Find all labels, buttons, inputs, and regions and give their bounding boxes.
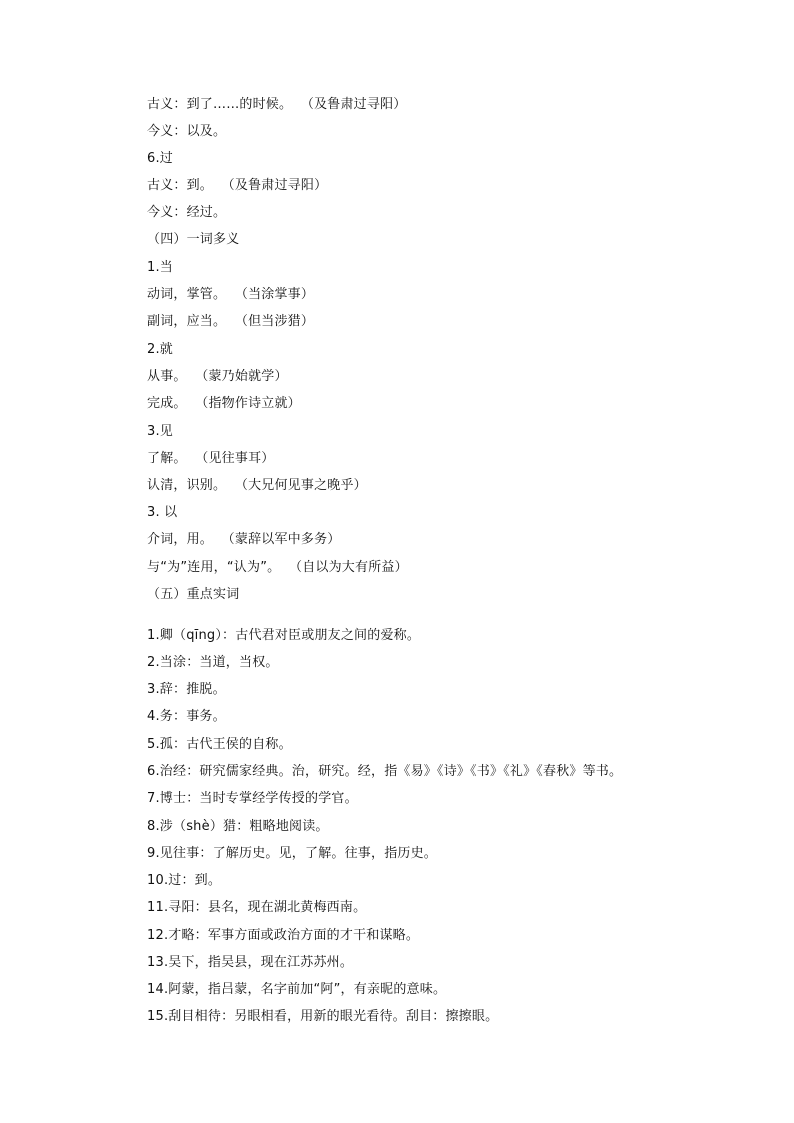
vocab-item: 9.见往事：了解历史。见，了解。往事，指历史。: [147, 846, 438, 861]
text-line: 古义：到了……的时候。 （及鲁肃过寻阳）: [147, 97, 407, 112]
vocab-item: 7.博士：当时专掌经学传授的学官。: [147, 791, 358, 806]
text-line: 今义：以及。: [147, 124, 227, 139]
text-line: 副词，应当。 （但当涉猎）: [147, 314, 315, 329]
text-line: 从事。 （蒙乃始就学）: [147, 369, 288, 384]
vocab-item: 8.涉（shè）猎：粗略地阅读。: [147, 819, 329, 834]
text-line: 3. 以: [147, 505, 178, 520]
text-line: 认清，识别。 （大兄何见事之晚乎）: [147, 478, 367, 493]
vocab-item: 3.辞：推脱。: [147, 682, 226, 697]
text-line: 今义：经过。: [147, 205, 227, 220]
vocab-item: 12.才略：军事方面或政治方面的才干和谋略。: [147, 928, 420, 943]
text-line: 6.过: [147, 151, 174, 166]
vocab-item: 4.务：事务。: [147, 709, 226, 724]
text-line: 2.就: [147, 342, 174, 357]
text-line: 了解。 （见往事耳）: [147, 451, 275, 466]
vocab-item: 2.当涂：当道，当权。: [147, 655, 279, 670]
vocab-item: 11.寻阳：县名，现在湖北黄梅西南。: [147, 900, 367, 915]
vocab-item: 1.卿（qīng）：古代君对臣或朋友之间的爱称。: [147, 628, 421, 643]
text-line: 介词，用。 （蒙辞以军中多务）: [147, 532, 341, 547]
vocab-item: 13.吴下，指吴县，现在江苏苏州。: [147, 955, 354, 970]
vocab-item: 15.刮目相待：另眼相看，用新的眼光看待。刮目：擦擦眼。: [147, 1009, 499, 1024]
text-line: 完成。 （指物作诗立就）: [147, 396, 301, 411]
text-line: 古义：到。 （及鲁肃过寻阳）: [147, 178, 328, 193]
text-line: 与“为”连用，“认为”。 （自以为大有所益）: [147, 560, 408, 575]
vocab-item: 5.孤：古代王侯的自称。: [147, 737, 292, 752]
section-heading: （五）重点实词: [147, 587, 240, 602]
section-heading: （四）一词多义: [147, 232, 240, 247]
text-line: 3.见: [147, 424, 174, 439]
vocab-item: 6.治经：研究儒家经典。治，研究。经，指《易》《诗》《书》《礼》《春秋》等书。: [147, 764, 623, 779]
text-line: 1.当: [147, 260, 174, 275]
vocab-item: 10.过：到。: [147, 873, 222, 888]
vocab-item: 14.阿蒙，指吕蒙，名字前加“阿”，有亲昵的意味。: [147, 982, 447, 997]
text-line: 动词，掌管。 （当涂掌事）: [147, 287, 315, 302]
